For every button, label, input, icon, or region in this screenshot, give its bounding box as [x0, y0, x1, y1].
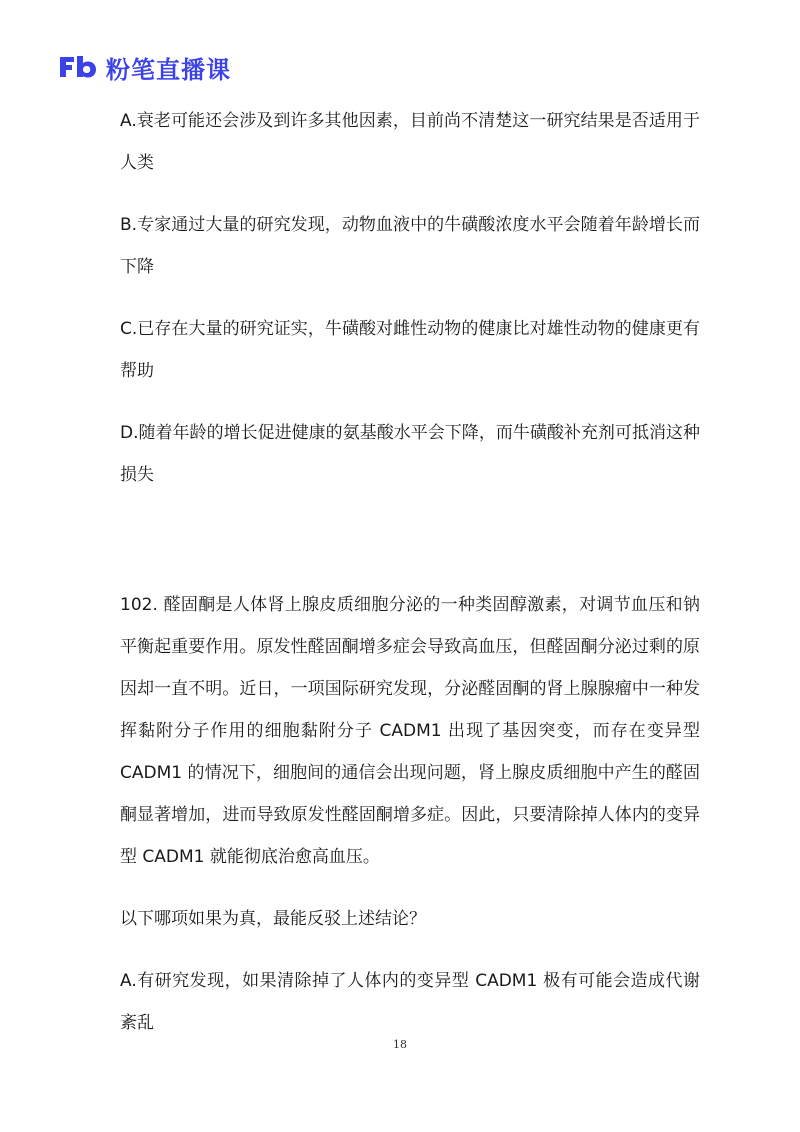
option-label: A.	[120, 111, 137, 131]
page-number: 18	[393, 1038, 407, 1051]
option-text: 随着年龄的增长促进健康的氨基酸水平会下降，而牛磺酸补充剂可抵消这种损失	[120, 423, 700, 485]
option-text: 已存在大量的研究证实，牛磺酸对雌性动物的健康比对雄性动物的健康更有帮助	[120, 319, 700, 381]
fb-logo-icon	[58, 54, 98, 80]
option-label: B.	[120, 215, 138, 235]
question-stem-text: 醛固酮是人体肾上腺皮质细胞分泌的一种类固醇激素，对调节血压和钠平衡起重要作用。原发性醛固酮增多症会导致高血压，但醛固酮分泌过剩的原因却一直不明。近日，一项国际研究发现，分泌醛固酮的肾上腺腺瘤中一种发挥黏附分子作用的细胞黏附分子 CADM1 出现了基因突变，而存在变异型 CADM1 的情况下，细胞间的通信会出现问题，肾上腺皮质细胞中产生的醛固酮显著增加，进而导致原发性醛固酮增多症。因此，只要清除掉人体内的变异型 CADM1 就能彻底治愈高血压。	[120, 595, 700, 867]
question-stem	[120, 584, 700, 878]
option-label: D.	[120, 423, 139, 443]
brand-header	[58, 52, 231, 82]
question-number: 102.	[120, 595, 158, 615]
option-a	[120, 960, 700, 1044]
option-d-prev	[120, 412, 700, 496]
option-b-prev	[120, 204, 700, 288]
option-label: A.	[120, 971, 137, 991]
question-prompt: 以下哪项如果为真，最能反驳上述结论？	[120, 909, 426, 929]
option-c-prev	[120, 308, 700, 392]
option-label: C.	[120, 319, 138, 339]
option-a-prev	[120, 100, 700, 184]
brand-name: 粉笔直播课	[106, 55, 231, 84]
option-text: 衰老可能还会涉及到许多其他因素，目前尚不清楚这一研究结果是否适用于人类	[120, 111, 700, 173]
document-body	[120, 100, 700, 1044]
option-text: 专家通过大量的研究发现，动物血液中的牛磺酸浓度水平会随着年龄增长而下降	[120, 215, 700, 277]
option-text: 有研究发现，如果清除掉了人体内的变异型 CADM1 极有可能会造成代谢紊乱	[120, 971, 700, 1033]
